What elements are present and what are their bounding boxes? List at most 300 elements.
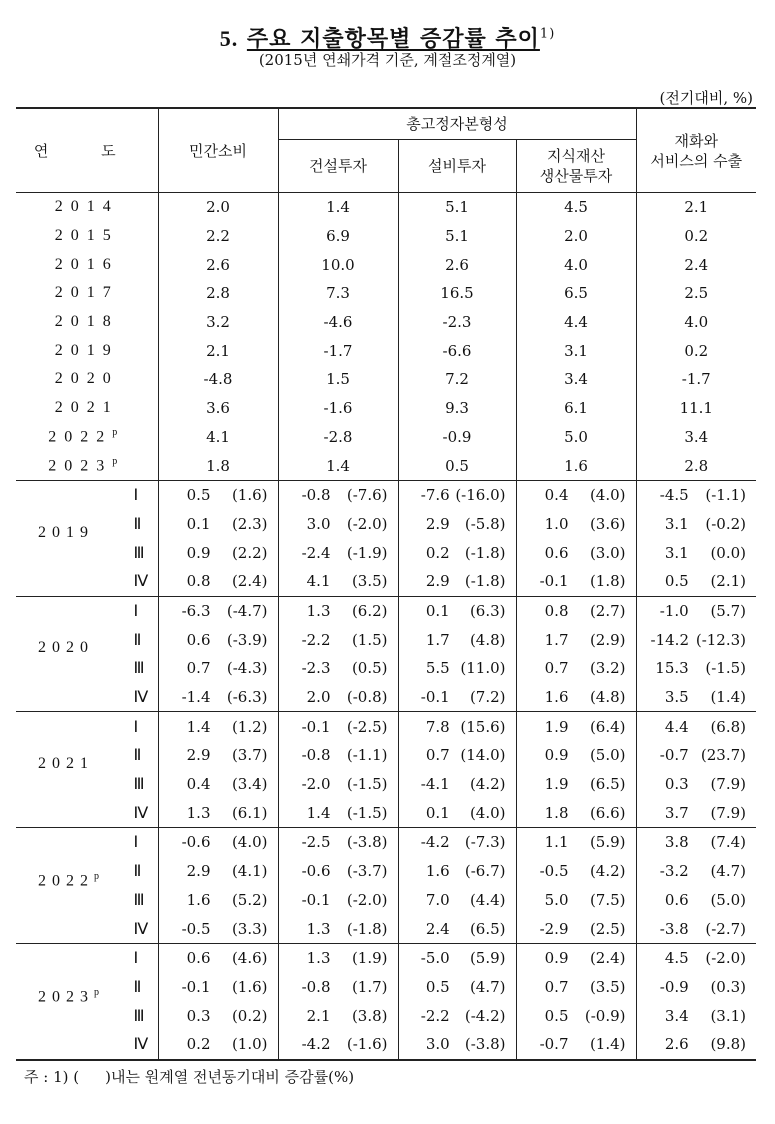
yoy-value: (3.4)	[231, 775, 268, 794]
exports-cell	[636, 1030, 756, 1060]
construction-cell	[278, 625, 398, 654]
construction-cell	[278, 914, 398, 943]
yoy-value: (7.9)	[710, 803, 747, 822]
value-pair	[399, 978, 516, 996]
table-row	[16, 222, 756, 251]
construction-cell: 1.4	[278, 451, 398, 480]
yoy-value: (-1.1)	[346, 746, 388, 765]
yoy-value: (3.7)	[231, 746, 268, 765]
qoq-value: 1.6	[186, 890, 211, 909]
ip-cell: 2.0	[516, 222, 636, 251]
qoq-value: 0.1	[425, 803, 450, 822]
equipment-cell: 5.1	[398, 222, 516, 251]
equipment-cell	[398, 798, 516, 827]
table-row	[16, 250, 756, 279]
yoy-value: (3.1)	[710, 1006, 747, 1025]
consumption-cell	[158, 828, 278, 857]
yoy-value: (-1.8)	[464, 543, 506, 562]
qoq-value: 0.7	[544, 977, 569, 996]
yoy-value: (2.4)	[231, 572, 268, 591]
construction-cell: -1.7	[278, 336, 398, 365]
quarter-label-cell	[16, 538, 158, 567]
qoq-value: -0.5	[181, 919, 211, 938]
qoq-value: 0.7	[186, 659, 211, 678]
table-row	[16, 423, 756, 452]
yoy-value: (-5.8)	[464, 514, 506, 533]
qoq-value: 1.6	[425, 862, 450, 881]
construction-cell	[278, 683, 398, 712]
ip-cell	[516, 798, 636, 827]
qoq-value: 2.9	[425, 514, 450, 533]
qoq-value: 3.1	[664, 543, 689, 562]
table-row	[16, 394, 756, 423]
quarter-year-label: 2019	[38, 523, 94, 541]
table-row	[16, 1001, 756, 1030]
construction-cell	[278, 510, 398, 539]
year-cell: 2021	[54, 399, 119, 417]
consumption-cell	[158, 741, 278, 770]
qoq-value: -14.2	[650, 630, 689, 649]
ip-cell	[516, 654, 636, 683]
yoy-value: (-1.5)	[705, 659, 747, 678]
value-pair	[279, 775, 398, 793]
construction-cell	[278, 654, 398, 683]
consumption-cell	[158, 943, 278, 972]
value-pair	[159, 718, 278, 736]
quarter-label: Ⅱ	[133, 978, 142, 996]
exports-cell	[636, 596, 756, 625]
quarter-label: Ⅲ	[133, 776, 145, 794]
ip-cell: 6.1	[516, 394, 636, 423]
exports-cell	[636, 943, 756, 972]
quarter-label: Ⅰ	[133, 718, 139, 736]
value-pair	[637, 862, 757, 880]
qoq-value: 5.0	[544, 890, 569, 909]
qoq-value: 0.4	[186, 775, 211, 794]
qoq-value: 3.8	[664, 833, 689, 852]
qoq-value: 0.2	[186, 1035, 211, 1054]
quarter-label: Ⅲ	[133, 660, 145, 678]
quarter-label-cell	[16, 886, 158, 915]
table-row	[16, 510, 756, 539]
yoy-value: (-3.8)	[464, 1035, 506, 1054]
yoy-value: (-4.7)	[226, 601, 268, 620]
value-pair	[517, 949, 636, 967]
consumption-cell: 1.8	[158, 451, 278, 480]
ip-cell: 4.5	[516, 193, 636, 222]
value-pair	[637, 978, 757, 996]
yoy-value: (6.2)	[351, 601, 388, 620]
value-pair	[517, 602, 636, 620]
year-cell: 2015	[54, 227, 119, 245]
value-pair	[279, 862, 398, 880]
footnote	[24, 1066, 354, 1087]
yoy-value: (0.3)	[710, 977, 747, 996]
yoy-value: (4.0)	[231, 833, 268, 852]
value-pair	[517, 775, 636, 793]
construction-cell: 10.0	[278, 250, 398, 279]
quarter-label: Ⅳ	[133, 804, 149, 822]
quarter-year-label: 2020	[38, 639, 94, 657]
value-pair	[637, 659, 757, 677]
yoy-value: (5.9)	[589, 833, 626, 852]
yoy-value: (2.2)	[231, 543, 268, 562]
yoy-value: (-4.3)	[226, 659, 268, 678]
consumption-cell	[158, 770, 278, 799]
table-row	[16, 770, 756, 799]
qoq-value: 0.1	[186, 514, 211, 533]
table-row	[16, 914, 756, 943]
value-pair	[517, 1035, 636, 1053]
construction-cell	[278, 596, 398, 625]
yoy-value: (6.1)	[231, 803, 268, 822]
construction-cell	[278, 886, 398, 915]
equipment-cell	[398, 770, 516, 799]
qoq-value: 0.6	[186, 949, 211, 968]
yoy-value: (-12.3)	[695, 630, 747, 649]
value-pair	[399, 862, 516, 880]
construction-cell	[278, 973, 398, 1002]
yoy-value: (2.4)	[589, 949, 626, 968]
quarter-label-cell	[16, 625, 158, 657]
table-row	[16, 308, 756, 337]
value-pair	[399, 949, 516, 967]
consumption-cell: 4.1	[158, 423, 278, 452]
qoq-value: -4.1	[420, 775, 450, 794]
construction-cell	[278, 857, 398, 886]
yoy-value: (4.8)	[469, 630, 506, 649]
yoy-value: (-1.8)	[464, 572, 506, 591]
quarter-year-label: 2023$^p$	[38, 986, 105, 1005]
consumption-cell	[158, 712, 278, 741]
qoq-value: 4.5	[664, 949, 689, 968]
qoq-value: 2.1	[306, 1006, 331, 1025]
footnote-suffix: )내는 원계열 전년동기대비 증감률(%)	[105, 1068, 355, 1086]
value-pair	[637, 544, 757, 562]
quarter-year-label: 2021	[38, 755, 94, 773]
exports-cell	[636, 1001, 756, 1030]
consumption-cell: 2.2	[158, 222, 278, 251]
year-cell: 2023$^p$	[48, 455, 126, 475]
qoq-value: -2.2	[420, 1006, 450, 1025]
yoy-value: (3.8)	[351, 1006, 388, 1025]
header-construction: 건설투자	[278, 140, 398, 193]
exports-cell	[636, 973, 756, 1002]
qoq-value: 1.8	[544, 803, 569, 822]
exports-cell: 2.5	[636, 279, 756, 308]
qoq-value: 3.5	[664, 688, 689, 707]
title-footnote-mark: 1)	[539, 26, 556, 42]
yoy-value: (2.3)	[231, 514, 268, 533]
value-pair	[517, 746, 636, 764]
qoq-value: 2.0	[306, 688, 331, 707]
value-pair	[637, 1035, 757, 1053]
exports-cell	[636, 798, 756, 827]
value-pair	[279, 631, 398, 649]
ip-cell	[516, 886, 636, 915]
quarter-label: Ⅳ	[133, 920, 149, 938]
yoy-value: (-1.9)	[346, 543, 388, 562]
quarter-label: Ⅳ	[133, 1036, 149, 1054]
value-pair	[517, 891, 636, 909]
header-consumption: 민간소비	[158, 108, 278, 193]
exports-cell	[636, 857, 756, 886]
qoq-value: 7.0	[425, 890, 450, 909]
ip-cell	[516, 828, 636, 857]
equipment-cell	[398, 886, 516, 915]
quarter-label-cell	[16, 1001, 158, 1030]
qoq-value: -3.2	[659, 862, 689, 881]
exports-cell: 2.1	[636, 193, 756, 222]
equipment-cell: -6.6	[398, 336, 516, 365]
ip-cell	[516, 596, 636, 625]
consumption-cell	[158, 1030, 278, 1060]
value-pair	[399, 515, 516, 533]
consumption-cell: 2.1	[158, 336, 278, 365]
table-row	[16, 654, 756, 683]
qoq-value: -6.3	[181, 601, 211, 620]
value-pair	[399, 920, 516, 938]
consumption-cell	[158, 567, 278, 596]
value-pair	[279, 746, 398, 764]
qoq-value: 0.9	[544, 949, 569, 968]
quarter-label-cell	[16, 943, 158, 972]
qoq-value: -5.0	[420, 949, 450, 968]
yoy-value: (0.2)	[231, 1006, 268, 1025]
table-row	[16, 683, 756, 712]
ip-cell	[516, 1001, 636, 1030]
yoy-value: (-0.9)	[584, 1006, 626, 1025]
ip-cell	[516, 480, 636, 509]
ip-cell	[516, 770, 636, 799]
qoq-value: 2.9	[186, 746, 211, 765]
yoy-value: (1.0)	[231, 1035, 268, 1054]
table-row	[16, 625, 756, 654]
value-pair	[399, 775, 516, 793]
qoq-value: -1.4	[181, 688, 211, 707]
qoq-value: 1.7	[544, 630, 569, 649]
exports-cell: 11.1	[636, 394, 756, 423]
yoy-value: (-2.0)	[346, 890, 388, 909]
equipment-cell	[398, 828, 516, 857]
yoy-value: (2.7)	[589, 601, 626, 620]
value-pair	[517, 718, 636, 736]
qoq-value: 0.5	[544, 1006, 569, 1025]
value-pair	[159, 775, 278, 793]
consumption-cell	[158, 857, 278, 886]
value-pair	[279, 659, 398, 677]
header-exports-line2: 서비스의 수출	[650, 151, 743, 170]
qoq-value: 0.8	[544, 601, 569, 620]
value-pair	[279, 1007, 398, 1025]
qoq-value: -0.9	[659, 977, 689, 996]
exports-cell	[636, 712, 756, 741]
yoy-value: (5.2)	[231, 890, 268, 909]
equipment-cell	[398, 625, 516, 654]
value-pair	[159, 515, 278, 533]
quarter-label-cell	[16, 741, 158, 773]
qoq-value: 1.9	[544, 775, 569, 794]
qoq-value: 1.0	[544, 514, 569, 533]
qoq-value: 1.3	[186, 803, 211, 822]
qoq-value: 0.5	[425, 977, 450, 996]
qoq-value: -2.4	[301, 543, 331, 562]
qoq-value: -0.8	[301, 486, 331, 505]
value-pair	[159, 544, 278, 562]
table-row	[16, 279, 756, 308]
value-pair	[279, 572, 398, 590]
exports-cell	[636, 683, 756, 712]
ip-cell: 6.5	[516, 279, 636, 308]
year-cell: 2020	[54, 370, 119, 388]
value-pair	[279, 1035, 398, 1053]
yoy-value: (-0.2)	[705, 514, 747, 533]
yoy-value: (4.0)	[589, 486, 626, 505]
header-ip-line1: 지식재산	[547, 147, 605, 165]
equipment-cell	[398, 1001, 516, 1030]
yoy-value: (0.5)	[351, 659, 388, 678]
equipment-cell: 5.1	[398, 193, 516, 222]
equipment-cell	[398, 510, 516, 539]
yoy-value: (-1.5)	[346, 803, 388, 822]
value-pair	[637, 1007, 757, 1025]
equipment-cell: 7.2	[398, 365, 516, 394]
value-pair	[159, 688, 278, 706]
ip-cell	[516, 567, 636, 596]
qoq-value: 3.7	[664, 803, 689, 822]
ip-cell: 5.0	[516, 423, 636, 452]
year-cell: 2014	[54, 198, 119, 216]
consumption-cell	[158, 480, 278, 509]
value-pair	[159, 659, 278, 677]
value-pair	[517, 920, 636, 938]
ip-cell: 4.4	[516, 308, 636, 337]
exports-cell	[636, 567, 756, 596]
table-row	[16, 943, 756, 972]
value-pair	[399, 544, 516, 562]
consumption-cell	[158, 914, 278, 943]
construction-cell	[278, 712, 398, 741]
value-pair	[399, 746, 516, 764]
yoy-value: (-2.5)	[346, 717, 388, 736]
yoy-value: (-1.8)	[346, 919, 388, 938]
yoy-value: (4.8)	[589, 688, 626, 707]
consumption-cell: -4.8	[158, 365, 278, 394]
construction-cell	[278, 480, 398, 509]
equipment-cell	[398, 567, 516, 596]
value-pair	[159, 631, 278, 649]
yoy-value: (6.8)	[710, 717, 747, 736]
quarterly-section	[16, 712, 756, 828]
equipment-cell	[398, 654, 516, 683]
value-pair	[159, 804, 278, 822]
value-pair	[517, 631, 636, 649]
equipment-cell: 2.6	[398, 250, 516, 279]
exports-cell: 0.2	[636, 222, 756, 251]
qoq-value: -0.5	[539, 862, 569, 881]
exports-cell	[636, 480, 756, 509]
ip-cell: 3.1	[516, 336, 636, 365]
qoq-value: 0.2	[425, 543, 450, 562]
yoy-value: (4.2)	[589, 862, 626, 881]
consumption-cell	[158, 886, 278, 915]
header-equipment: 설비투자	[398, 140, 516, 193]
value-pair	[279, 920, 398, 938]
equipment-cell: -2.3	[398, 308, 516, 337]
qoq-value: -2.9	[539, 919, 569, 938]
value-pair	[279, 515, 398, 533]
qoq-value: 0.7	[544, 659, 569, 678]
qoq-value: 15.3	[655, 659, 689, 678]
expenditure-growth-table	[16, 107, 756, 1061]
qoq-value: 3.1	[664, 514, 689, 533]
consumption-cell	[158, 798, 278, 827]
value-pair	[517, 515, 636, 533]
consumption-cell	[158, 683, 278, 712]
equipment-cell	[398, 857, 516, 886]
qoq-value: 0.3	[186, 1006, 211, 1025]
yoy-value: (-1.1)	[705, 486, 747, 505]
value-pair	[279, 949, 398, 967]
quarterly-section	[16, 828, 756, 944]
exports-cell: 2.8	[636, 451, 756, 480]
equipment-cell: 16.5	[398, 279, 516, 308]
yoy-value: (6.4)	[589, 717, 626, 736]
quarter-label: Ⅰ	[133, 487, 139, 505]
quarter-label: Ⅳ	[133, 689, 149, 707]
ip-cell	[516, 1030, 636, 1060]
equipment-cell	[398, 480, 516, 509]
value-pair	[159, 572, 278, 590]
qoq-value: 0.9	[186, 543, 211, 562]
quarter-label: Ⅲ	[133, 891, 145, 909]
yoy-value: (6.5)	[469, 919, 506, 938]
ip-cell: 4.0	[516, 250, 636, 279]
qoq-value: 2.9	[186, 862, 211, 881]
value-pair	[399, 688, 516, 706]
construction-cell: 7.3	[278, 279, 398, 308]
value-pair	[279, 833, 398, 851]
table-row	[16, 567, 756, 596]
quarter-label-cell	[16, 1030, 158, 1060]
quarter-label-cell	[16, 770, 158, 799]
year-cell: 2019	[54, 341, 119, 359]
quarter-label: Ⅰ	[133, 834, 139, 852]
value-pair	[399, 718, 516, 736]
yoy-value: (5.7)	[710, 601, 747, 620]
yoy-value: (4.0)	[469, 803, 506, 822]
value-pair	[159, 1035, 278, 1053]
exports-cell	[636, 625, 756, 654]
qoq-value: 1.6	[544, 688, 569, 707]
ip-cell	[516, 943, 636, 972]
unit-label: (전기대비, %)	[659, 89, 753, 107]
qoq-value: 0.1	[425, 601, 450, 620]
equipment-cell	[398, 538, 516, 567]
ip-cell	[516, 510, 636, 539]
value-pair	[399, 486, 516, 504]
qoq-value: 4.1	[306, 572, 331, 591]
header-year: 연 도	[33, 141, 140, 160]
qoq-value: 0.6	[186, 630, 211, 649]
qoq-value: 2.4	[425, 919, 450, 938]
yoy-value: (-6.7)	[464, 862, 506, 881]
exports-cell	[636, 510, 756, 539]
yoy-value: (-1.5)	[346, 775, 388, 794]
table-row	[16, 596, 756, 625]
exports-cell: 3.4	[636, 423, 756, 452]
yoy-value: (-2.0)	[346, 514, 388, 533]
